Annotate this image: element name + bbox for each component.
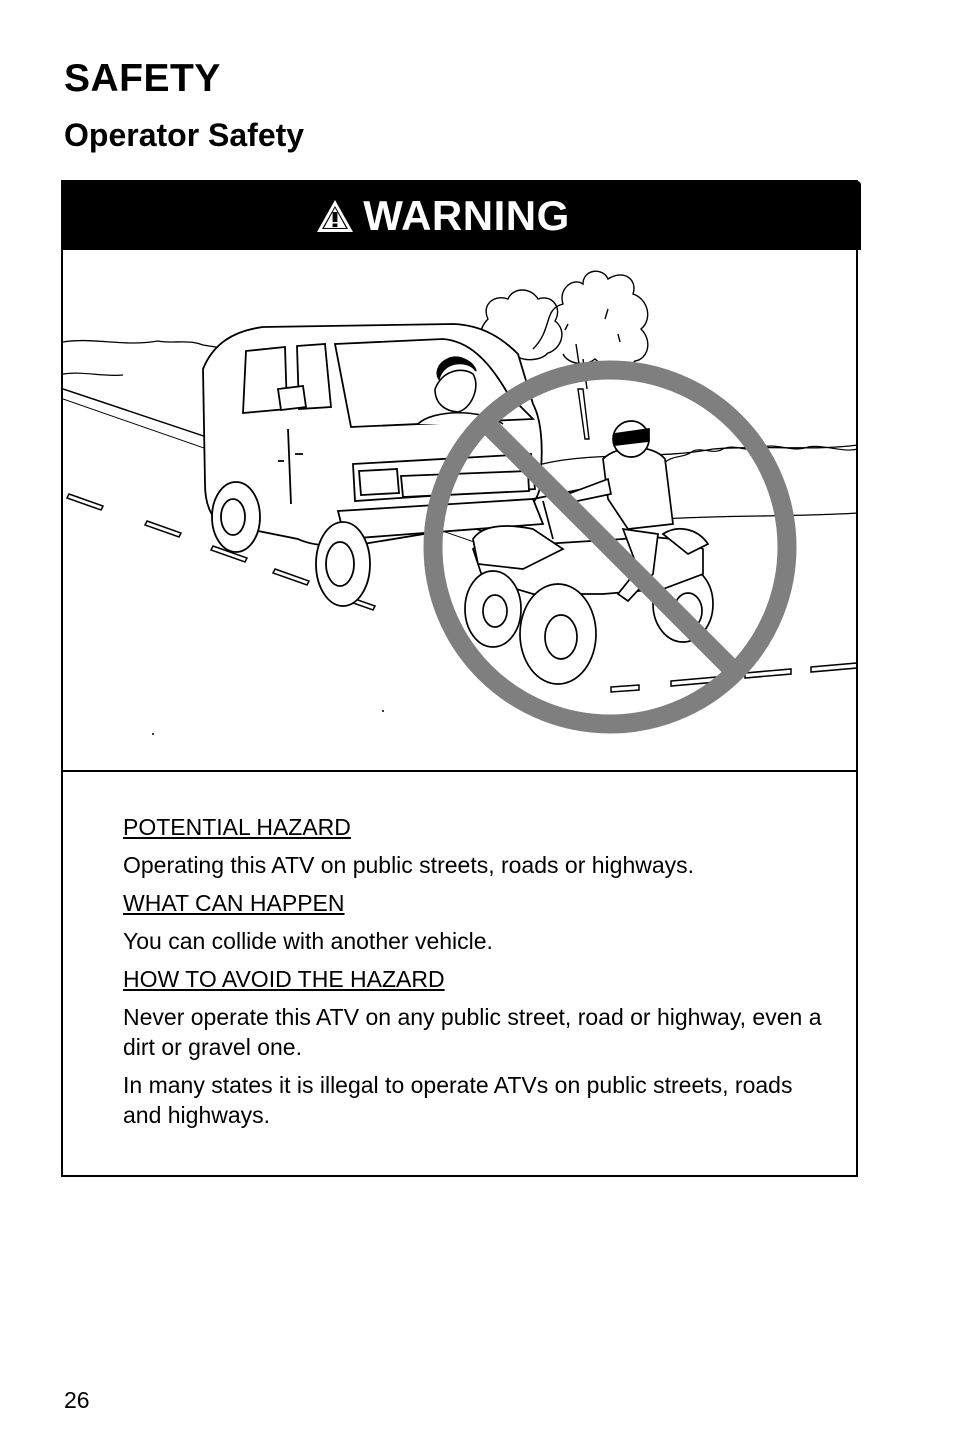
what-can-happen-heading: WHAT CAN HAPPEN — [123, 890, 345, 916]
warning-header — [62, 181, 861, 250]
warning-title: WARNING — [363, 191, 570, 239]
subsection-title: Operator Safety — [64, 117, 305, 153]
hazard-text — [123, 812, 823, 1138]
warning-illustration — [63, 249, 858, 772]
how-to-avoid-text-1: Never operate this ATV on any public street, road or highway, even a dirt or gravel one. — [123, 1004, 822, 1060]
page-number: 26 — [64, 1387, 90, 1413]
potential-hazard-text: Operating this ATV on public streets, roads or highways. — [123, 852, 695, 878]
what-can-happen-text: You can collide with another vehicle. — [123, 928, 493, 954]
section-title: SAFETY — [64, 57, 221, 100]
potential-hazard-heading: POTENTIAL HAZARD — [123, 814, 351, 840]
warning-box — [61, 180, 858, 1177]
road-scene-illustration — [63, 249, 858, 770]
warning-triangle-icon — [315, 198, 355, 234]
how-to-avoid-text-2: In many states it is illegal to operate ATVs on public streets, roads and highways. — [123, 1072, 793, 1128]
how-to-avoid-heading: HOW TO AVOID THE HAZARD — [123, 966, 445, 992]
horizon-icon — [63, 341, 228, 349]
